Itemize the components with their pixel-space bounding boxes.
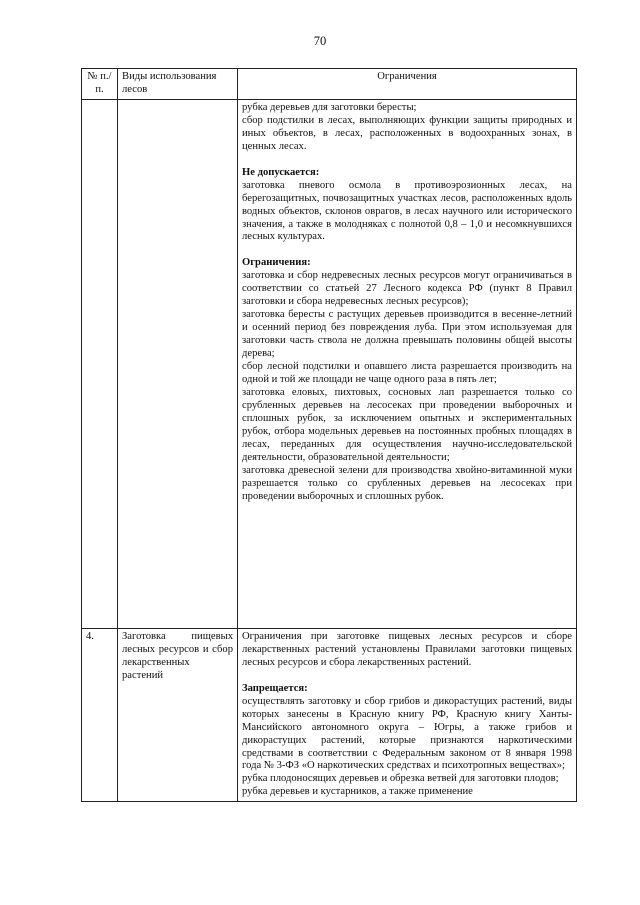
row-number: 4. — [82, 628, 118, 801]
row-use — [118, 99, 238, 628]
list-item: рубка деревьев для заготовки бересты; — [242, 101, 417, 113]
list-item: сбор подстилки в лесах, выполняющих функции защиты природных и иных объектов, в лесах, расположенных в водоохранных зонах, в ценных лесах. — [242, 114, 572, 152]
table-row — [82, 99, 577, 628]
header-use: Виды использования лесов — [118, 69, 238, 100]
section-heading: Не допускается: — [242, 166, 320, 178]
row-restrictions — [238, 99, 577, 628]
list-item: заготовка и сбор недревесных лесных ресурсов могут ограничиваться в соответствии со статьей 27 Лесного кодекса РФ (пункт 8 Правил заготовки и сбора недревесных лесных ресурсов); — [242, 270, 572, 308]
list-item: заготовка еловых, пихтовых, сосновых лап разрешается только со срубленных деревьев на лесосеках при проведении выборочных и сплошных рубок, за исключением опытных и экспериментальных рубок, отбора модельных деревьев на постоянных пробных площадях в лесах, переданных для осуществления научно-исследовательской деятельности, образовательной деятельности; — [242, 386, 572, 463]
list-item: Ограничения при заготовке пищевых лесных ресурсов и сборе лекарственных растений установлены Правилами заготовки пищевых лесных ресурсов и сбора лекарственных растений. — [242, 630, 572, 668]
restrictions-table — [81, 68, 577, 802]
table-header-row — [82, 69, 577, 100]
list-item: заготовка пневого осмола в противоэрозионных лесах, на берегозащитных, почвозащитных участках лесов, расположенных вдоль водных объектов, склонов оврагов, в лесах научного или исторического значения, а также в молодняках с полнотой 0,8 – 1,0 и несомкнувшихся лесных культурах. — [242, 179, 572, 243]
list-item: заготовка древесной зелени для производства хвойно-витаминной муки разрешается только со срубленных деревьев на лесосеках при проведении выборочных и сплошных рубок. — [242, 464, 572, 502]
page-number: 70 — [313, 34, 327, 48]
row-number — [82, 99, 118, 628]
list-item: осуществлять заготовку и сбор грибов и дикорастущих растений, виды которых занесены в Красную книгу РФ, Красную книгу Ханты-Мансийского автономного округа – Югры, а также грибов и дикорастущих растений, которые признаются наркотическими средствами в соответствии с Федеральным законом от 8 января 1998 года № 3-ФЗ «О наркотических средствах и психотропных веществах»; — [242, 695, 572, 772]
row-restrictions — [238, 628, 577, 801]
section-heading: Запрещается: — [242, 682, 308, 694]
list-item: рубка деревьев и кустарников, а также применение — [242, 786, 473, 798]
header-restrictions: Ограничения — [238, 69, 577, 100]
row-use: Заготовка пищевых лесных ресурсов и сбор лекарственных растений — [118, 628, 238, 801]
list-item: заготовка бересты с растущих деревьев производится в весенне-летний и осенний период без повреждения луба. При этом используемая для заготовки часть ствола не должна превышать половины общей высоты дерева; — [242, 309, 572, 360]
section-heading: Ограничения: — [242, 257, 311, 269]
list-item: рубка плодоносящих деревьев и обрезка ветвей для заготовки плодов; — [242, 773, 559, 785]
list-item: сбор лесной подстилки и опавшего листа разрешается производить на одной и той же площади не чаще одного раза в пять лет; — [242, 361, 572, 386]
table-row — [82, 628, 577, 801]
header-num: № п./п. — [82, 69, 118, 100]
